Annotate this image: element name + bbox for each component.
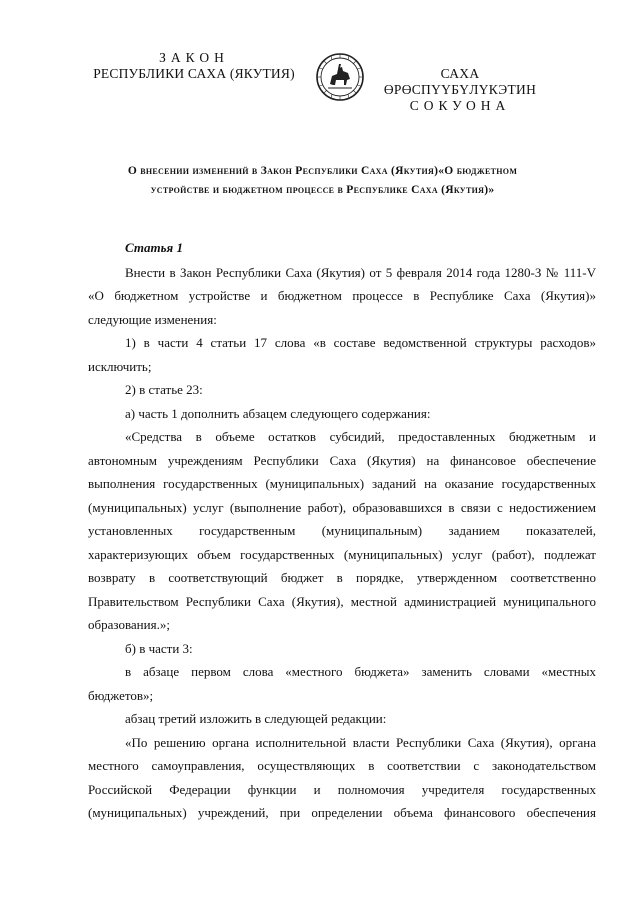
text-line: «Средства в объеме остатков субсидий, предоставленных бюджетным и [125,429,596,444]
document-title [95,162,550,200]
text-line: установленных государственным (муниципальным) заданием показателей, [88,523,596,538]
text-line: абзац третий изложить в следующей редакции: [125,711,387,726]
text-line: 1) в части 4 статьи 17 слова «в составе ведомственной структуры расходов» [125,335,596,350]
header-law-word: ЗАКОН [159,50,229,65]
text-line: следующие изменения: [88,311,217,327]
text-line: характеризующих объем государственных (муниципальных) услуг (работ), подлежат [88,546,596,562]
text-line: «По решению органа исполнительной власти Республики Саха (Якутия), органа [125,734,596,750]
text-line: образования.»; [88,617,170,632]
header-law-word-sakha: СОКУОНА [409,98,511,113]
title-line: устройстве и бюджетном процессе в Республике Саха (Якутия)» [150,184,495,196]
header-right [365,66,555,114]
article-heading: Статья 1 [125,240,183,255]
text-line: Российской Федерации функции и полномочия учредителя государственных [88,781,596,797]
text-line: в абзаце первом слова «местного бюджета» заменить словами «местных [125,664,596,679]
text-line: «О бюджетном устройстве и бюджетном процессе в Республике Саха (Якутия)» [88,288,596,303]
text-line: возврату в соответствующий бюджет в порядке, утвержденном соответственно [88,570,596,585]
text-line: выполнения государственных (муниципальных) заданий на оказание государственных [88,476,596,491]
header-republic-name: РЕСПУБЛИКИ САХА (ЯКУТИЯ) [93,66,295,81]
document-body [88,236,596,825]
text-line: б) в части 3: [125,640,193,656]
text-line: автономным учреждениям Республики Саха (Якутия) на финансовое обеспечение [88,452,596,468]
text-line: (муниципальных) услуг (выполнение работ), образовавшихся в связи с недостижением [88,499,596,515]
header-republic-name-sakha: САХА ӨРӨСПҮҮБҮЛҮКЭТИН [383,66,537,97]
text-line: 2) в статье 23: [125,382,203,397]
text-line: (муниципальных) учреждений, при определении объема финансового обеспечения [88,805,596,820]
text-line: бюджетов»; [88,687,154,703]
coat-of-arms-icon [315,52,365,102]
text-line: Внести в Закон Республики Саха (Якутия) от 5 февраля 2014 года 1280-З № 111-V [125,264,596,280]
text-line: исключить; [88,358,152,374]
text-line: Правительством Республики Саха (Якутия), местной администрацией муниципального [88,593,596,609]
article-text [88,261,596,825]
text-line: местного самоуправления, осуществляющих в соответствии с законодательством [88,758,596,773]
title-line: О внесении изменений в Закон Республики Саха (Якутия)«О бюджетном [127,165,518,177]
header-left [84,50,304,82]
text-line: а) часть 1 дополнить абзацем следующего содержания: [125,405,431,421]
